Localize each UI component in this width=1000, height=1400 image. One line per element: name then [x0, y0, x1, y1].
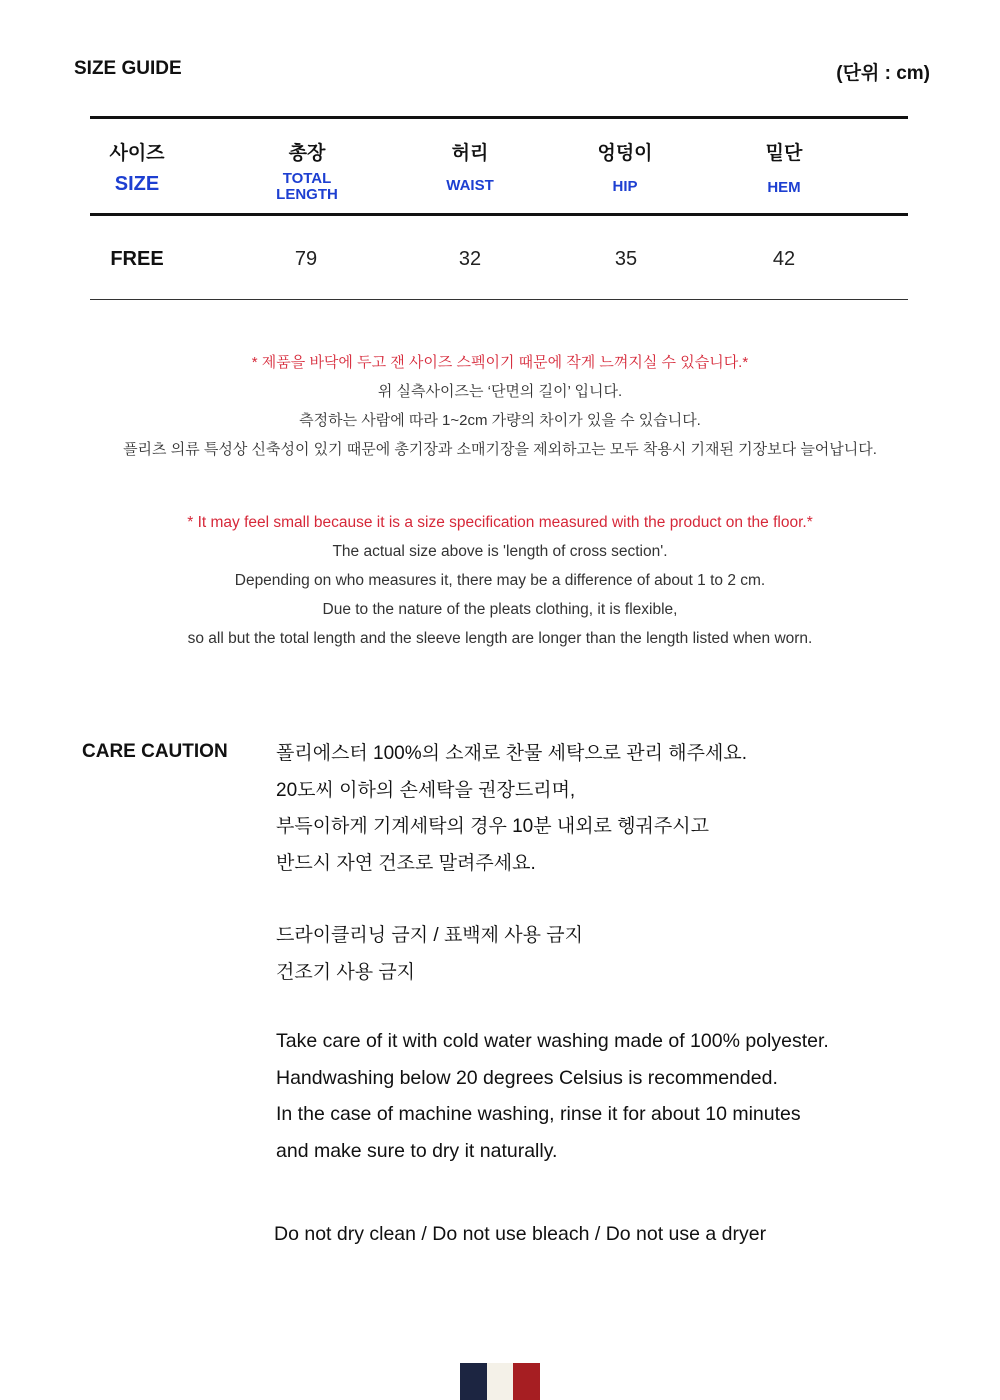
col-header-ko: 허리 — [451, 143, 489, 164]
flag-stripe-white — [487, 1363, 514, 1400]
note-line: 플리츠 의류 특성상 신축성이 있기 때문에 총기장과 소매기장을 제외하고는 모두 착용시 기재된 기장보다 늘어납니다. — [123, 441, 877, 458]
note-line-warning: * It may feel small because it is a size specification measured with the product on the floor.* — [187, 514, 813, 531]
col-header-en: SIZE — [114, 173, 160, 195]
flag-stripe-navy — [460, 1363, 487, 1400]
care-line: 건조기 사용 금지 — [276, 961, 416, 983]
unit-label: (단위 : cm) — [836, 63, 930, 84]
cell-hem: 42 — [772, 248, 796, 270]
col-header-hem — [766, 138, 803, 196]
table-header-rule — [90, 213, 908, 216]
note-line: The actual size above is 'length of cross section'. — [332, 543, 668, 560]
care-instructions-ko — [276, 736, 747, 882]
tricolor-flag-icon — [460, 1363, 540, 1400]
care-line: In the case of machine washing, rinse it for about 10 minutes — [276, 1103, 801, 1125]
col-header-waist — [446, 138, 494, 194]
col-header-en: WAIST — [446, 177, 494, 194]
col-header-ko: 밑단 — [765, 143, 803, 164]
col-header-ko: 총장 — [288, 143, 326, 164]
note-line: 위 실측사이즈는 ‘단면의 길이’ 입니다. — [377, 383, 623, 400]
col-header-ko: 사이즈 — [109, 143, 165, 164]
care-line: 20도씨 이하의 손세탁을 권장드리며, — [276, 779, 576, 801]
note-line: 측정하는 사람에 따라 1~2cm 가량의 차이가 있을 수 있습니다. — [299, 412, 701, 429]
note-line: Due to the nature of the pleats clothing, it is flexible, — [322, 601, 678, 618]
cell-waist: 32 — [458, 248, 482, 270]
col-header-ko: 엉덩이 — [597, 143, 653, 164]
size-guide-title: SIZE GUIDE — [74, 58, 182, 79]
care-line: 반드시 자연 건조로 말려주세요. — [276, 852, 536, 874]
care-line: 폴리에스터 100%의 소재로 찬물 세탁으로 관리 해주세요. — [276, 743, 747, 764]
care-line: 부득이하게 기계세탁의 경우 10분 내외로 헹궈주시고 — [276, 816, 709, 837]
table-top-rule — [90, 116, 908, 119]
col-header-hip — [597, 138, 652, 195]
cell-size: FREE — [110, 248, 164, 270]
care-prohibitions-en — [274, 1216, 766, 1253]
care-caution-label: CARE CAUTION — [82, 741, 228, 762]
notes-english — [0, 508, 1000, 653]
care-line: and make sure to dry it naturally. — [276, 1139, 558, 1162]
col-header-total-length — [276, 138, 338, 203]
col-header-en: HIP — [612, 178, 638, 195]
care-prohibitions-ko — [276, 918, 583, 991]
cell-total-length: 79 — [294, 248, 318, 270]
care-line: Take care of it with cold water washing made of 100% polyester. — [276, 1030, 829, 1052]
care-instructions-en — [276, 1023, 829, 1169]
cell-hip: 35 — [614, 248, 638, 270]
col-header-en: HEM — [767, 179, 801, 196]
care-line: Do not dry clean / Do not use bleach / Do not use a dryer — [274, 1223, 767, 1245]
care-line: 드라이클리닝 금지 / 표백제 사용 금지 — [276, 925, 583, 946]
col-header-en: TOTAL LENGTH — [276, 170, 338, 203]
note-line: so all but the total length and the sleeve length are longer than the length listed when worn. — [187, 630, 813, 647]
note-line-warning: * 제품을 바닥에 두고 잰 사이즈 스펙이기 때문에 작게 느껴지실 수 있습니다.* — [251, 354, 749, 371]
notes-korean — [0, 348, 1000, 464]
flag-stripe-red — [513, 1363, 540, 1400]
care-line: Handwashing below 20 degrees Celsius is recommended. — [276, 1066, 778, 1089]
col-header-size — [109, 138, 164, 196]
table-bottom-rule — [90, 299, 908, 300]
note-line: Depending on who measures it, there may be a difference of about 1 to 2 cm. — [234, 572, 766, 589]
